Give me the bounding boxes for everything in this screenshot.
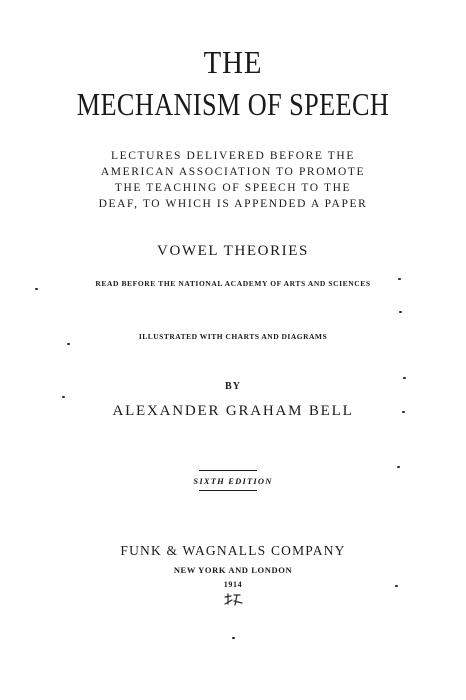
edition-rule-top [199, 470, 257, 471]
lectures-line-4: DEAF, TO WHICH IS APPENDED A PAPER [98, 198, 368, 210]
title-line-mechanism: MECHANISM OF SPEECH [76, 86, 390, 122]
scan-speck [395, 585, 398, 587]
scan-speck [403, 377, 406, 379]
scan-speck [67, 343, 70, 345]
lectures-line-2: AMERICAN ASSOCIATION TO PROMOTE [100, 166, 366, 178]
illustrated-line: ILLUSTRATED WITH CHARTS AND DIAGRAMS [138, 332, 328, 341]
scan-speck [399, 311, 402, 313]
scan-speck [35, 288, 38, 290]
scan-speck [398, 278, 401, 280]
lectures-line-1: LECTURES DELIVERED BEFORE THE [111, 150, 355, 162]
publisher-name: FUNK & WAGNALLS COMPANY [120, 543, 346, 558]
paper-title: VOWEL THEORIES [157, 243, 309, 259]
read-before-line: READ BEFORE THE NATIONAL ACADEMY OF ARTS AND SCIENCES [95, 279, 371, 288]
title-line-the: THE [203, 44, 263, 80]
scan-speck [232, 637, 235, 639]
by-line: BY [225, 381, 241, 392]
edition-rule-bottom [199, 490, 257, 491]
publication-year: 1914 [223, 580, 243, 589]
lectures-line-3: THE TEACHING OF SPEECH TO THE [114, 182, 352, 194]
publisher-city: NEW YORK AND LONDON [173, 565, 293, 575]
scan-speck [402, 411, 405, 413]
scan-speck [62, 396, 65, 398]
edition-label: SIXTH EDITION [193, 476, 273, 486]
scan-speck [397, 466, 400, 468]
author-name: ALEXANDER GRAHAM BELL [112, 403, 354, 419]
ink-mark-icon [222, 592, 244, 608]
